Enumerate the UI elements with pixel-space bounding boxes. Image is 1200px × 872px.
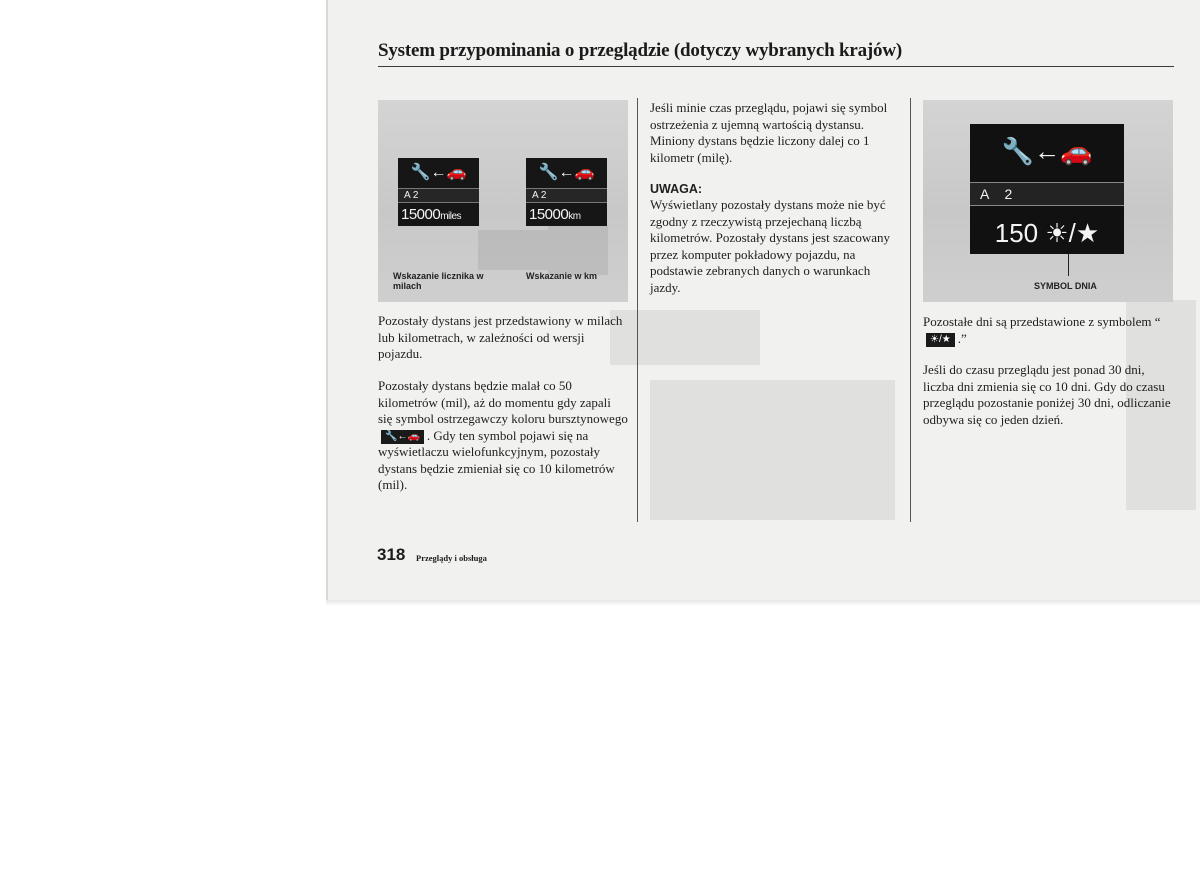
column-divider [910, 98, 911, 522]
right-paragraph-1-text-end: .” [957, 330, 967, 346]
right-paragraph-1-text: Pozostałe dni są przedstawione z symbolem “ [923, 314, 1161, 329]
page-edge [326, 600, 1200, 606]
display-row-a: A 2 [526, 188, 607, 203]
display-miles [398, 158, 479, 226]
left-paragraph-1: Pozostały dystans jest przedstawiony w milach lub kilometrach, w zależności od wersji pojazdu. [378, 313, 623, 361]
caption-miles: Wskazanie licznika w milach [393, 271, 484, 291]
reading-value: 15000 [529, 206, 569, 223]
display-row-a: A 2 [970, 182, 1124, 206]
page-title: System przypominania o przeglądzie (dotyczy wybranych krajów) [378, 40, 902, 61]
caption-km: Wskazanie w km [526, 271, 598, 281]
wrench-car-icon: 🔧←🚗 [1001, 135, 1093, 166]
day-symbol-icon: ☀/★ [926, 333, 955, 347]
display-reading [398, 204, 479, 226]
display-days [970, 124, 1124, 254]
page-number: 318 [377, 545, 406, 564]
middle-paragraph-1: Jeśli minie czas przeglądu, pojawi się symbol ostrzeżenia z ujemną wartością dystansu. Miniony dystans będzie liczony dalej co 1 kilometr (milę). [650, 100, 888, 165]
left-paragraph-2 [378, 378, 628, 494]
right-paragraph-1 [923, 314, 1175, 347]
note-heading: UWAGA: [650, 182, 703, 196]
display-reading-days: 150 ☀/★ [994, 218, 1100, 248]
wrench-car-icon: 🔧←🚗 [538, 164, 595, 181]
warning-symbol-icon: 🔧←🚗 [381, 430, 424, 444]
reading-value: 15000 [401, 206, 441, 223]
symbol-pointer-line [1068, 254, 1069, 276]
column-divider [637, 98, 638, 522]
left-paragraph-2-text-end: . Gdy ten symbol pojawi się na wyświetlaczu wielofunkcyjnym, pozostały dystans będzie zmieniał się co 10 kilometrów (mil). [378, 427, 615, 492]
reading-unit: miles [440, 211, 462, 222]
section-name: Przeglądy i obsługa [416, 553, 487, 563]
display-row-a: A 2 [398, 188, 479, 203]
bleed-through-image [610, 310, 760, 365]
wrench-car-icon: 🔧←🚗 [410, 164, 467, 181]
bleed-through-text [650, 380, 895, 520]
reading-unit: km [568, 211, 581, 222]
note-text: Wyświetlany pozostały dystans może nie być zgodny z rzeczywistą przejechaną liczbą kilometrów. Pozostały dystans jest szacowany przez komputer pokładowy pojazdu, na podstawie zebranych danych o warunkach jazdy. [650, 197, 890, 295]
display-km [526, 158, 607, 226]
left-paragraph-2-text: Pozostały dystans będzie malał co 50 kilometrów (mil), aż do momentu gdy zapali się symbol ostrzegawczy koloru bursztynowego [378, 378, 628, 426]
title-rule [378, 66, 1174, 67]
display-reading [526, 204, 607, 226]
symbol-label: SYMBOL DNIA [1034, 281, 1097, 291]
right-paragraph-2: Jeśli do czasu przeglądu jest ponad 30 dni, liczba dni zmienia się co 10 dni. Gdy do czasu przeglądu pozostanie poniżej 30 dni, odliczanie odbywa się co jeden dzień. [923, 362, 1171, 427]
